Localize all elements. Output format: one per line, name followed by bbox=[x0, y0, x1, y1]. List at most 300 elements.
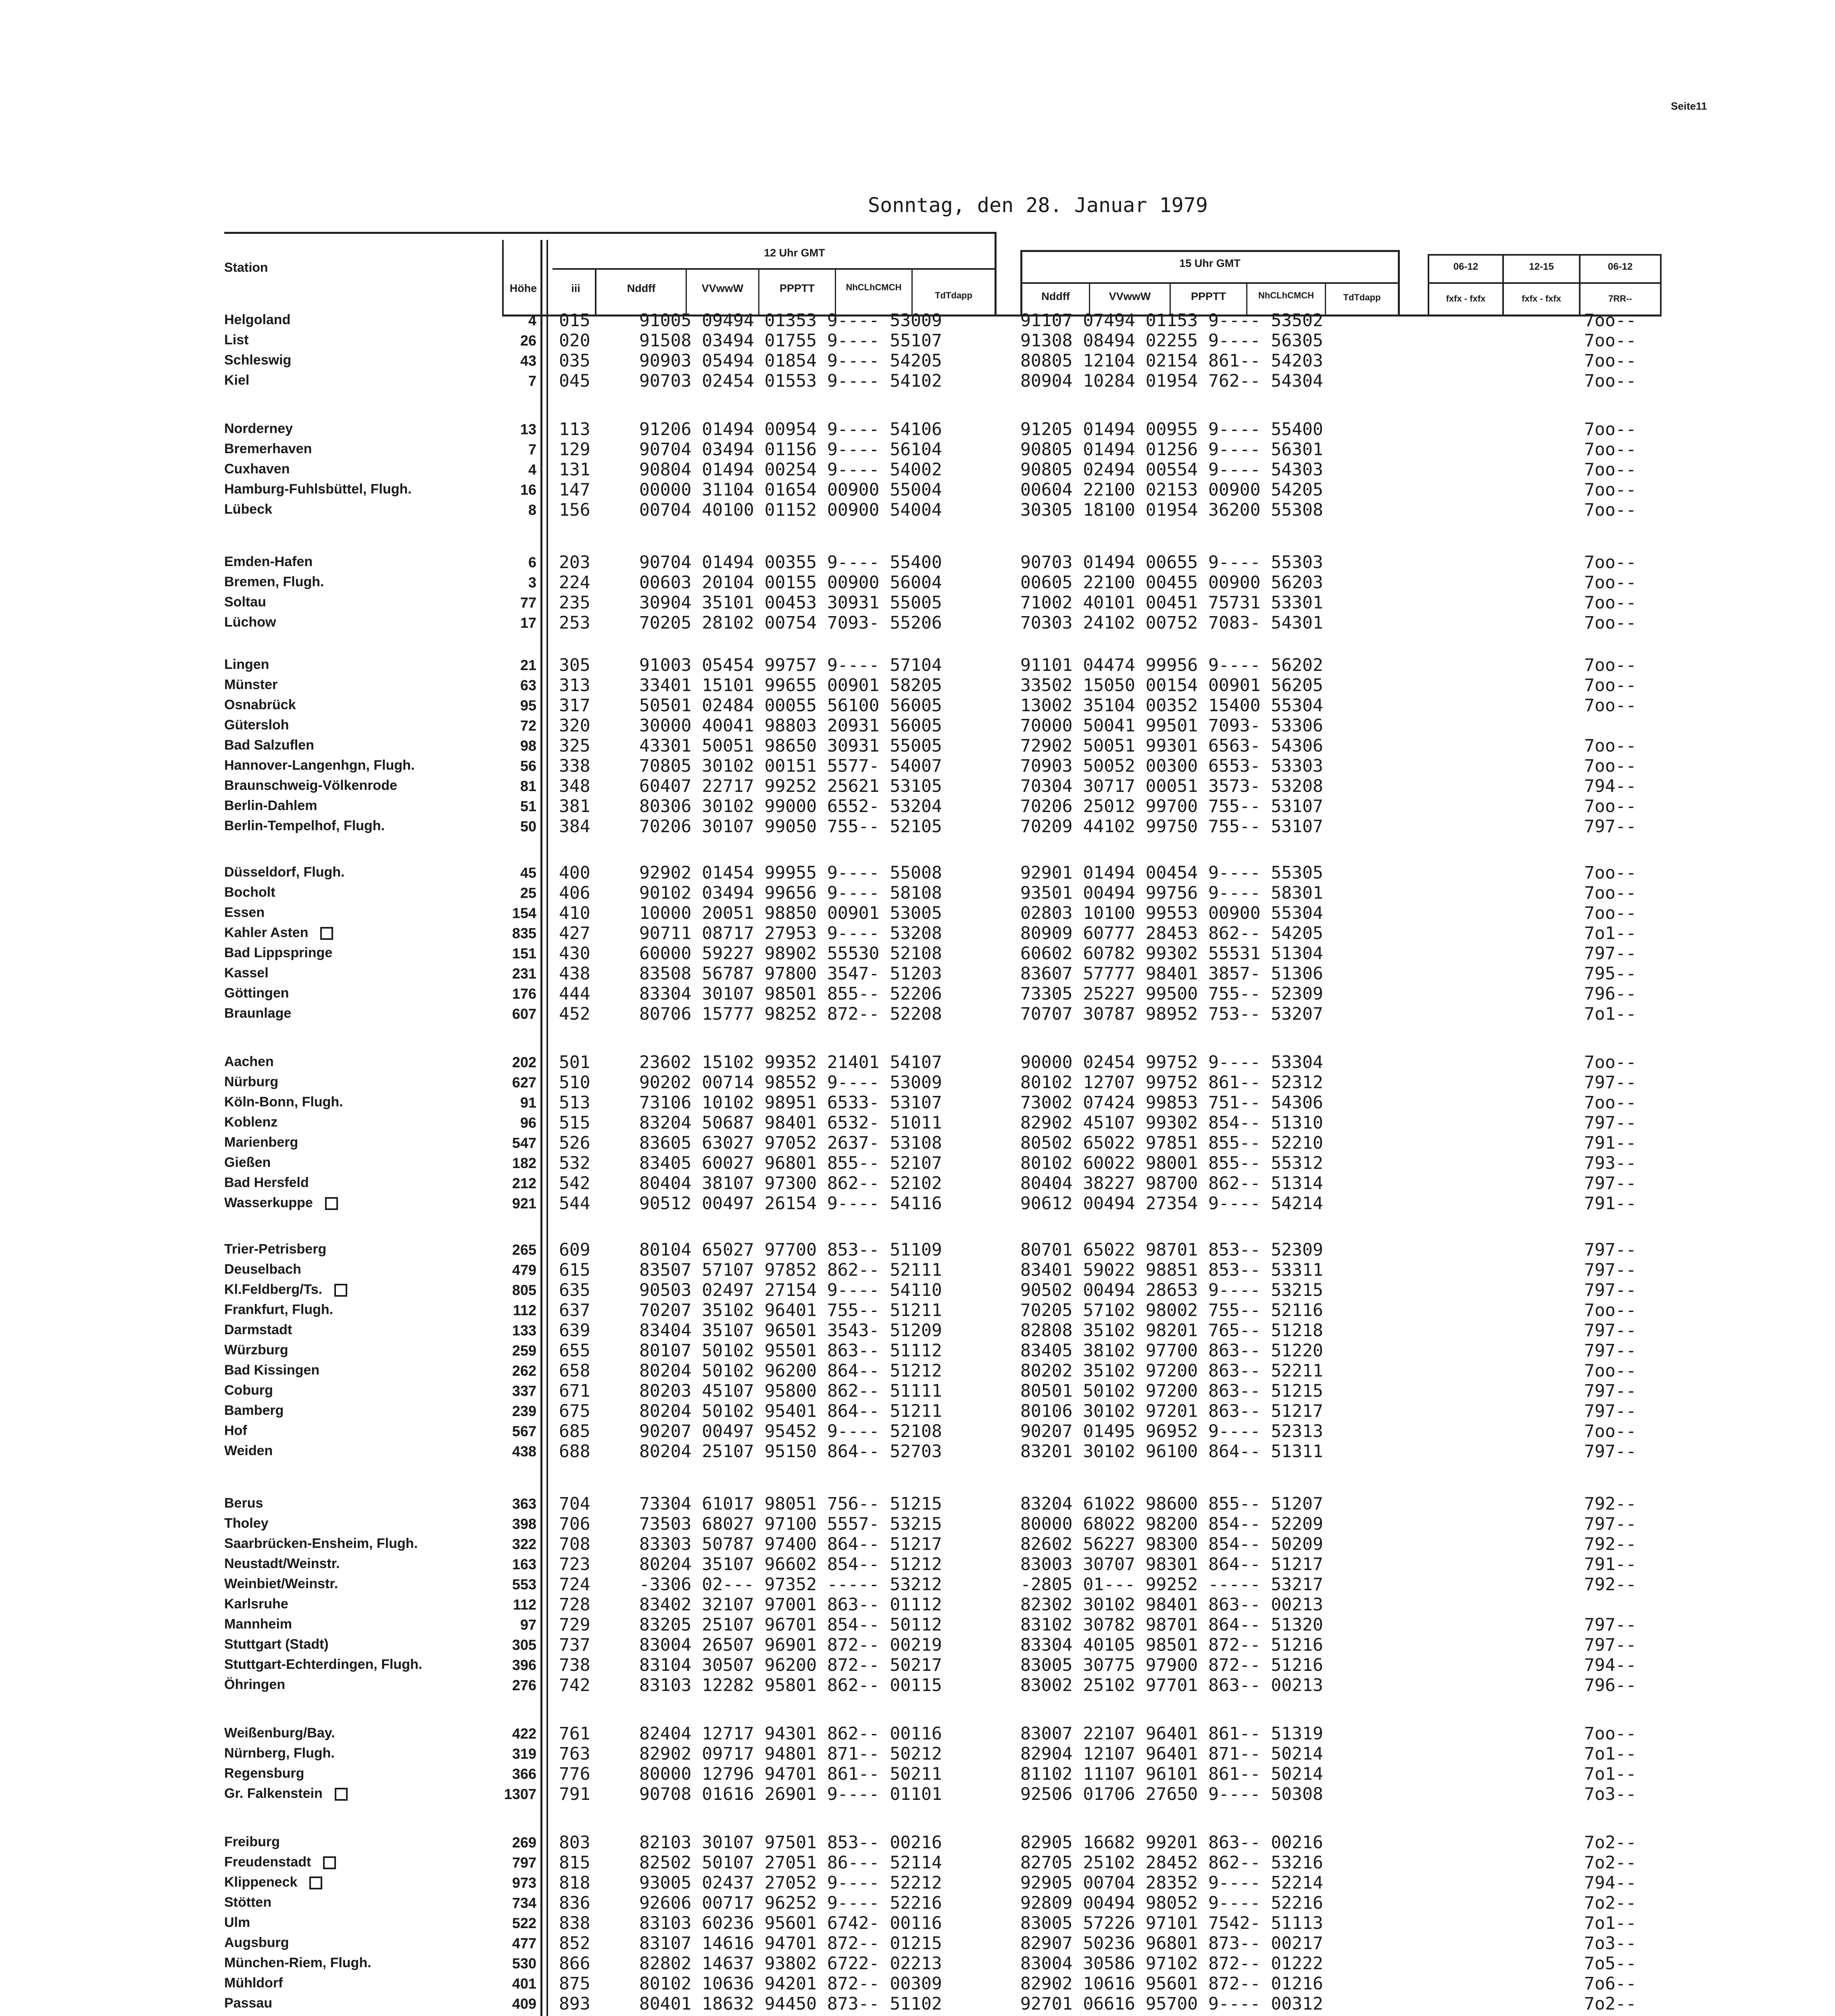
station-index: 737 bbox=[559, 1635, 590, 1655]
obs-12utc: 60407 22717 99252 25621 53105 bbox=[639, 776, 942, 796]
group15-right-rule bbox=[1398, 250, 1400, 317]
station-name: Weinbiet/Weinstr. bbox=[224, 1576, 338, 1591]
station-index: 688 bbox=[559, 1441, 590, 1462]
obs-12utc: 80000 12796 94701 861-- 50211 bbox=[639, 1764, 942, 1784]
header-top-rule-15 bbox=[1020, 250, 1399, 252]
obs-15utc: 83005 57226 97101 7542- 51113 bbox=[1020, 1913, 1323, 1933]
table-row bbox=[0, 1421, 1835, 1441]
station-index: 708 bbox=[559, 1534, 590, 1554]
station-height: 1307 bbox=[504, 1786, 536, 1802]
station-name: Bad Kissingen bbox=[224, 1362, 320, 1378]
table-row bbox=[0, 1341, 1835, 1361]
station-height: 835 bbox=[512, 925, 536, 941]
obs-15utc: 83607 57777 98401 3857- 51306 bbox=[1020, 964, 1323, 984]
station-name: Soltau bbox=[224, 594, 266, 610]
station-height: 72 bbox=[520, 717, 536, 734]
station-name: Münster bbox=[224, 677, 278, 692]
table-row bbox=[0, 1133, 1835, 1153]
table-row bbox=[0, 736, 1835, 756]
station-height: 21 bbox=[520, 657, 536, 673]
open-square-icon bbox=[325, 1197, 338, 1210]
station-index: 035 bbox=[559, 351, 590, 371]
station-index: 430 bbox=[559, 943, 590, 964]
station-index: 313 bbox=[559, 675, 590, 696]
mid-header-rule-extra bbox=[1428, 282, 1662, 284]
station-name: Koblenz bbox=[224, 1114, 278, 1130]
station-height: 305 bbox=[512, 1637, 536, 1653]
station-index: 020 bbox=[559, 331, 590, 351]
obs-12utc: 90711 08717 27953 9---- 53208 bbox=[639, 923, 942, 943]
obs-12utc: 92902 01454 99955 9---- 55008 bbox=[639, 863, 942, 883]
table-row bbox=[0, 419, 1835, 439]
obs-15utc: 82902 45107 99302 854-- 51310 bbox=[1020, 1113, 1323, 1133]
station-height: 163 bbox=[512, 1556, 536, 1572]
station-height: 91 bbox=[520, 1094, 536, 1111]
precip-group: 7oo-- bbox=[1584, 480, 1637, 500]
precip-group: 797-- bbox=[1584, 1073, 1637, 1093]
station-height: 4 bbox=[528, 312, 536, 329]
station-index: 317 bbox=[559, 696, 590, 716]
station-name: Mannheim bbox=[224, 1616, 292, 1632]
station-index: 384 bbox=[559, 816, 590, 837]
station-index: 852 bbox=[559, 1933, 590, 1954]
station-name: Norderney bbox=[224, 421, 293, 436]
station-height: 26 bbox=[520, 332, 536, 349]
station-height: 265 bbox=[512, 1241, 536, 1258]
col12-vvwww: VVwwW bbox=[701, 282, 744, 294]
col15-nddff: Nddff bbox=[1041, 290, 1070, 302]
obs-12utc: 82802 14637 93802 6722- 02213 bbox=[639, 1954, 942, 1974]
table-row bbox=[0, 1153, 1835, 1173]
station-index: 639 bbox=[559, 1320, 590, 1341]
table-row bbox=[0, 371, 1835, 391]
station-height: 398 bbox=[512, 1516, 536, 1532]
precip-group: 7oo-- bbox=[1584, 696, 1637, 716]
open-square-icon bbox=[335, 1788, 348, 1801]
table-row bbox=[0, 943, 1835, 964]
precip-group: 7oo-- bbox=[1584, 419, 1637, 439]
station-name: Braunlage bbox=[224, 1006, 292, 1021]
table-row bbox=[0, 1994, 1835, 2014]
obs-15utc: 80102 60022 98001 855-- 55312 bbox=[1020, 1153, 1323, 1173]
obs-15utc: 92901 01494 00454 9---- 55305 bbox=[1020, 863, 1323, 883]
station-index: 410 bbox=[559, 903, 590, 923]
station-name: Bremerhaven bbox=[224, 441, 312, 456]
precip-group: 7o2-- bbox=[1584, 1853, 1637, 1873]
precip-group: 7o1-- bbox=[1584, 1744, 1637, 1764]
precip-group: 7o3-- bbox=[1584, 1784, 1637, 1804]
table-row bbox=[0, 613, 1835, 633]
table-row bbox=[0, 1675, 1835, 1695]
station-name: Bremen, Flugh. bbox=[224, 574, 324, 589]
extra-sub-1: fxfx - fxfx bbox=[1522, 294, 1561, 304]
table-row bbox=[0, 480, 1835, 500]
station-height: 56 bbox=[520, 758, 536, 774]
obs-12utc: 00704 40100 01152 00900 54004 bbox=[639, 500, 942, 520]
obs-12utc: 83303 50787 97400 864-- 51217 bbox=[639, 1534, 942, 1554]
station-index: 131 bbox=[559, 460, 590, 480]
precip-group: 797-- bbox=[1584, 1514, 1637, 1534]
obs-12utc: 80204 50102 95401 864-- 51211 bbox=[639, 1401, 942, 1421]
station-height: 95 bbox=[520, 697, 536, 714]
station-index: 836 bbox=[559, 1893, 590, 1913]
header-top-rule-extra bbox=[1428, 254, 1662, 256]
station-index: 438 bbox=[559, 964, 590, 984]
station-index: 147 bbox=[559, 480, 590, 500]
precip-group: 7oo-- bbox=[1584, 655, 1637, 675]
obs-15utc: 83003 30707 98301 864-- 51217 bbox=[1020, 1554, 1323, 1574]
precip-group: 797-- bbox=[1584, 1381, 1637, 1401]
col12-nddff: Nddff bbox=[627, 282, 656, 294]
station-height: 553 bbox=[512, 1576, 536, 1593]
table-row bbox=[0, 675, 1835, 696]
obs-12utc: 83304 30107 98501 855-- 52206 bbox=[639, 984, 942, 1004]
precip-group: 796-- bbox=[1584, 984, 1637, 1004]
station-height: 366 bbox=[512, 1766, 536, 1782]
station-name: Lüchow bbox=[224, 614, 276, 630]
station-index: 675 bbox=[559, 1401, 590, 1421]
table-row bbox=[0, 593, 1835, 613]
precip-group: 7oo-- bbox=[1584, 1421, 1637, 1441]
station-height: 17 bbox=[520, 614, 536, 631]
obs-15utc: 72902 50051 99301 6563- 54306 bbox=[1020, 736, 1323, 756]
obs-15utc: 90502 00494 28653 9---- 53215 bbox=[1020, 1280, 1323, 1300]
station-height: 3 bbox=[528, 574, 536, 591]
station-height: 43 bbox=[520, 352, 536, 369]
station-index: 724 bbox=[559, 1574, 590, 1595]
station-name: Stötten bbox=[224, 1895, 272, 1910]
table-row bbox=[0, 1744, 1835, 1764]
station-name: Regensburg bbox=[224, 1766, 304, 1781]
table-row bbox=[0, 351, 1835, 371]
table-row bbox=[0, 1974, 1835, 1994]
station-height: 63 bbox=[520, 677, 536, 694]
table-row bbox=[0, 796, 1835, 816]
precip-group: 7oo-- bbox=[1584, 903, 1637, 923]
station-name: Marienberg bbox=[224, 1135, 298, 1150]
obs-15utc: 82808 35102 98201 765-- 51218 bbox=[1020, 1320, 1323, 1341]
table-row bbox=[0, 716, 1835, 736]
station-name: List bbox=[224, 332, 249, 348]
obs-15utc: 83401 59022 98851 853-- 53311 bbox=[1020, 1260, 1323, 1280]
obs-15utc: 82907 50236 96801 873-- 00217 bbox=[1020, 1933, 1323, 1954]
obs-15utc: 70209 44102 99750 755-- 53107 bbox=[1020, 816, 1323, 837]
obs-15utc: 70205 57102 98002 755-- 52116 bbox=[1020, 1300, 1323, 1320]
station-name: Bad Hersfeld bbox=[224, 1175, 309, 1190]
obs-12utc: 70205 28102 00754 7093- 55206 bbox=[639, 613, 942, 633]
station-index: 338 bbox=[559, 756, 590, 776]
table-row bbox=[0, 1615, 1835, 1635]
station-height: 212 bbox=[512, 1175, 536, 1191]
group15-left-rule bbox=[1020, 250, 1022, 317]
obs-15utc: 80904 10284 01954 762-- 54304 bbox=[1020, 371, 1323, 391]
obs-15utc: 83405 38102 97700 863-- 51220 bbox=[1020, 1341, 1323, 1361]
station-height: 202 bbox=[512, 1054, 536, 1070]
station-name: Bocholt bbox=[224, 885, 275, 900]
station-height: 337 bbox=[512, 1383, 536, 1399]
station-height: 797 bbox=[512, 1854, 536, 1871]
obs-15utc: 90612 00494 27354 9---- 54214 bbox=[1020, 1193, 1323, 1214]
station-index: 838 bbox=[559, 1913, 590, 1933]
header-top-rule bbox=[224, 232, 995, 234]
precip-group: 797-- bbox=[1584, 816, 1637, 837]
table-row bbox=[0, 696, 1835, 716]
open-square-icon bbox=[323, 1856, 336, 1869]
station-index: 515 bbox=[559, 1113, 590, 1133]
station-height: 396 bbox=[512, 1657, 536, 1673]
obs-12utc: 82902 09717 94801 871-- 50212 bbox=[639, 1744, 942, 1764]
station-index: 818 bbox=[559, 1873, 590, 1893]
obs-15utc: 92506 01706 27650 9---- 50308 bbox=[1020, 1784, 1323, 1804]
station-name: Karlsruhe bbox=[224, 1596, 288, 1612]
obs-12utc: 83508 56787 97800 3547- 51203 bbox=[639, 964, 942, 984]
station-height: 7 bbox=[528, 441, 536, 458]
table-row bbox=[0, 1381, 1835, 1401]
station-index: 381 bbox=[559, 796, 590, 816]
obs-12utc: 83402 32107 97001 863-- 01112 bbox=[639, 1595, 942, 1615]
obs-15utc: 70000 50041 99501 7093- 53306 bbox=[1020, 716, 1323, 736]
table-row bbox=[0, 1635, 1835, 1655]
obs-15utc: 91205 01494 00955 9---- 55400 bbox=[1020, 419, 1323, 439]
table-row bbox=[0, 655, 1835, 675]
station-name: Würzburg bbox=[224, 1342, 288, 1358]
obs-15utc: 30305 18100 01954 36200 55308 bbox=[1020, 500, 1323, 520]
station-index: 609 bbox=[559, 1240, 590, 1260]
obs-12utc: 90708 01616 26901 9---- 01101 bbox=[639, 1784, 942, 1804]
obs-12utc: 23602 15102 99352 21401 54107 bbox=[639, 1052, 942, 1073]
obs-12utc: 10000 20051 98850 00901 53005 bbox=[639, 903, 942, 923]
precip-group: 7oo-- bbox=[1584, 796, 1637, 816]
obs-12utc: 91508 03494 01755 9---- 55107 bbox=[639, 331, 942, 351]
station-name: Weiden bbox=[224, 1443, 273, 1458]
obs-15utc: 93501 00494 99756 9---- 58301 bbox=[1020, 883, 1323, 903]
station-index: 637 bbox=[559, 1300, 590, 1320]
precip-group: 797-- bbox=[1584, 1113, 1637, 1133]
station-name: Deuselbach bbox=[224, 1262, 301, 1277]
extra-col-0612a: 06-12 bbox=[1453, 261, 1478, 272]
station-height: 269 bbox=[512, 1834, 536, 1851]
station-height: 4 bbox=[528, 461, 536, 478]
table-row bbox=[0, 1833, 1835, 1853]
obs-12utc: 83107 14616 94701 872-- 01215 bbox=[639, 1933, 942, 1954]
table-row bbox=[0, 1954, 1835, 1974]
table-row bbox=[0, 1655, 1835, 1675]
station-height: 98 bbox=[520, 737, 536, 754]
station-height: 6 bbox=[528, 554, 536, 571]
obs-15utc: 00604 22100 02153 00900 54205 bbox=[1020, 480, 1323, 500]
obs-12utc: 70805 30102 00151 5577- 54007 bbox=[639, 756, 942, 776]
station-index: 635 bbox=[559, 1280, 590, 1300]
obs-12utc: 91005 09494 01353 9---- 53009 bbox=[639, 310, 942, 331]
station-name: Aachen bbox=[224, 1054, 274, 1069]
precip-group: 7oo-- bbox=[1584, 1052, 1637, 1073]
station-height: 96 bbox=[520, 1114, 536, 1131]
hoehe-header: Höhe bbox=[509, 282, 537, 294]
obs-15utc: -2805 01--- 99252 ----- 53217 bbox=[1020, 1574, 1323, 1595]
station-name: Trier-Petrisberg bbox=[224, 1241, 327, 1257]
obs-12utc: 80204 35107 96602 854-- 51212 bbox=[639, 1554, 942, 1574]
table-row bbox=[0, 964, 1835, 984]
precip-group: 792-- bbox=[1584, 1534, 1637, 1554]
station-height: 16 bbox=[520, 481, 536, 498]
station-index: 763 bbox=[559, 1744, 590, 1764]
obs-15utc: 80102 12707 99752 861-- 52312 bbox=[1020, 1073, 1323, 1093]
precip-group: 7oo-- bbox=[1584, 371, 1637, 391]
obs-12utc: 73503 68027 97100 5557- 53215 bbox=[639, 1514, 942, 1534]
station-height: 262 bbox=[512, 1362, 536, 1379]
station-index: 544 bbox=[559, 1193, 590, 1214]
precip-group: 7o2-- bbox=[1584, 1994, 1637, 2014]
obs-15utc: 83204 61022 98600 855-- 51207 bbox=[1020, 1494, 1323, 1514]
station-name: Essen bbox=[224, 905, 265, 920]
station-index: 803 bbox=[559, 1833, 590, 1853]
station-name: Köln-Bonn, Flugh. bbox=[224, 1094, 343, 1110]
precip-group: 791-- bbox=[1584, 1554, 1637, 1574]
station-height: 973 bbox=[512, 1874, 536, 1891]
obs-15utc: 82904 12107 96401 871-- 50214 bbox=[1020, 1744, 1323, 1764]
station-name: Cuxhaven bbox=[224, 461, 290, 477]
station-index: 045 bbox=[559, 371, 590, 391]
station-index: 406 bbox=[559, 883, 590, 903]
station-height: 363 bbox=[512, 1495, 536, 1512]
obs-12utc: 90704 01494 00355 9---- 55400 bbox=[639, 552, 942, 573]
table-row bbox=[0, 1853, 1835, 1873]
obs-12utc: 30904 35101 00453 30931 55005 bbox=[639, 593, 942, 613]
station-index: 723 bbox=[559, 1554, 590, 1574]
station-name: Darmstadt bbox=[224, 1322, 292, 1337]
station-height: 176 bbox=[512, 985, 536, 1002]
station-height: 921 bbox=[512, 1195, 536, 1212]
station-name: Kassel bbox=[224, 965, 269, 981]
precip-group: 7oo-- bbox=[1584, 736, 1637, 756]
table-row bbox=[0, 1004, 1835, 1024]
obs-15utc: 82602 56227 98300 854-- 50209 bbox=[1020, 1534, 1323, 1554]
station-height: 567 bbox=[512, 1423, 536, 1439]
station-name: Lingen bbox=[224, 657, 269, 672]
col15-vvwww: VVwwW bbox=[1109, 290, 1151, 302]
precip-group: 796-- bbox=[1584, 1675, 1637, 1695]
obs-12utc: 80104 65027 97700 853-- 51109 bbox=[639, 1240, 942, 1260]
table-row bbox=[0, 1193, 1835, 1214]
table-row bbox=[0, 439, 1835, 460]
station-index: 532 bbox=[559, 1153, 590, 1173]
station-name: Neustadt/Weinstr. bbox=[224, 1556, 340, 1571]
obs-15utc: 81102 11107 96101 861-- 50214 bbox=[1020, 1764, 1323, 1784]
precip-group: 792-- bbox=[1584, 1574, 1637, 1595]
table-row bbox=[0, 552, 1835, 573]
obs-12utc: 92606 00717 96252 9---- 52216 bbox=[639, 1893, 942, 1913]
station-height: 50 bbox=[520, 818, 536, 835]
station-index: 235 bbox=[559, 593, 590, 613]
station-height: 45 bbox=[520, 864, 536, 881]
mid-header-rule-12 bbox=[553, 268, 996, 270]
station-name: Saarbrücken-Ensheim, Flugh. bbox=[224, 1536, 418, 1551]
obs-15utc: 80404 38227 98700 862-- 51314 bbox=[1020, 1173, 1323, 1193]
obs-15utc: 70206 25012 99700 755-- 53107 bbox=[1020, 796, 1323, 816]
obs-15utc: 91308 08494 02255 9---- 56305 bbox=[1020, 331, 1323, 351]
table-row bbox=[0, 1554, 1835, 1574]
precip-group: 794-- bbox=[1584, 1873, 1637, 1893]
station-index: 704 bbox=[559, 1494, 590, 1514]
station-index: 444 bbox=[559, 984, 590, 1004]
mid-header-rule-15 bbox=[1020, 282, 1399, 284]
station-height: 151 bbox=[512, 945, 536, 962]
station-height: 479 bbox=[512, 1262, 536, 1278]
obs-15utc: 00605 22100 00455 00900 56203 bbox=[1020, 573, 1323, 593]
obs-12utc: 80401 18632 94450 873-- 51102 bbox=[639, 1994, 942, 2014]
obs-12utc: 90207 00497 95452 9---- 52108 bbox=[639, 1421, 942, 1441]
table-row bbox=[0, 1441, 1835, 1462]
station-name: Braunschweig-Völkenrode bbox=[224, 778, 397, 793]
precip-group: 7oo-- bbox=[1584, 552, 1637, 573]
obs-12utc: 90512 00497 26154 9---- 54116 bbox=[639, 1193, 942, 1214]
precip-group: 794-- bbox=[1584, 776, 1637, 796]
table-row bbox=[0, 1784, 1835, 1804]
obs-12utc: 91003 05454 99757 9---- 57104 bbox=[639, 655, 942, 675]
station-height: 805 bbox=[512, 1282, 536, 1298]
station-index: 501 bbox=[559, 1052, 590, 1073]
table-row bbox=[0, 331, 1835, 351]
obs-12utc: 83104 30507 96200 872-- 50217 bbox=[639, 1655, 942, 1675]
obs-12utc: 90202 00714 98552 9---- 53009 bbox=[639, 1073, 942, 1093]
station-index: 015 bbox=[559, 310, 590, 331]
obs-12utc: 83103 12282 95801 862-- 00115 bbox=[639, 1675, 942, 1695]
precip-group: 791-- bbox=[1584, 1193, 1637, 1214]
station-index: 253 bbox=[559, 613, 590, 633]
obs-15utc: 90207 01495 96952 9---- 52313 bbox=[1020, 1421, 1323, 1441]
obs-12utc: 00000 31104 01654 00900 55004 bbox=[639, 480, 942, 500]
station-header: Station bbox=[224, 260, 268, 275]
table-row bbox=[0, 573, 1835, 593]
station-height: 734 bbox=[512, 1895, 536, 1911]
station-index: 893 bbox=[559, 1994, 590, 2014]
obs-12utc: 80102 10636 94201 872-- 00309 bbox=[639, 1974, 942, 1994]
table-row bbox=[0, 1280, 1835, 1300]
precip-group: 7o2-- bbox=[1584, 1833, 1637, 1853]
station-name: Tholey bbox=[224, 1516, 269, 1531]
table-row bbox=[0, 1173, 1835, 1193]
table-row bbox=[0, 310, 1835, 331]
station-name: Klippeneck bbox=[224, 1873, 322, 1891]
obs-12utc: 80706 15777 98252 872-- 52208 bbox=[639, 1004, 942, 1024]
station-height: 81 bbox=[520, 778, 536, 794]
station-height: 438 bbox=[512, 1443, 536, 1460]
col15-clouds: NhCLhCMCH bbox=[1258, 290, 1314, 300]
table-row bbox=[0, 1724, 1835, 1744]
obs-12utc: 50501 02484 00055 56100 56005 bbox=[639, 696, 942, 716]
table-row bbox=[0, 1300, 1835, 1320]
station-name: Coburg bbox=[224, 1383, 273, 1398]
station-index: 156 bbox=[559, 500, 590, 520]
station-name: Mühldorf bbox=[224, 1975, 283, 1991]
table-row bbox=[0, 1933, 1835, 1954]
obs-12utc: 83507 57107 97852 862-- 52111 bbox=[639, 1260, 942, 1280]
obs-15utc: 70303 24102 00752 7083- 54301 bbox=[1020, 613, 1323, 633]
table-row bbox=[0, 923, 1835, 943]
station-index: 866 bbox=[559, 1954, 590, 1974]
obs-12utc: 73304 61017 98051 756-- 51215 bbox=[639, 1494, 942, 1514]
precip-group: 793-- bbox=[1584, 1153, 1637, 1173]
table-row bbox=[0, 460, 1835, 480]
station-height: 522 bbox=[512, 1915, 536, 1931]
table-row bbox=[0, 1595, 1835, 1615]
precip-group: 7oo-- bbox=[1584, 573, 1637, 593]
obs-15utc: 71002 40101 00451 75731 53301 bbox=[1020, 593, 1323, 613]
obs-15utc: 13002 35104 00352 15400 55304 bbox=[1020, 696, 1323, 716]
obs-15utc: 80501 50102 97200 863-- 51215 bbox=[1020, 1381, 1323, 1401]
col12-ppptt: PPPTT bbox=[779, 282, 815, 294]
precip-group: 797-- bbox=[1584, 1341, 1637, 1361]
